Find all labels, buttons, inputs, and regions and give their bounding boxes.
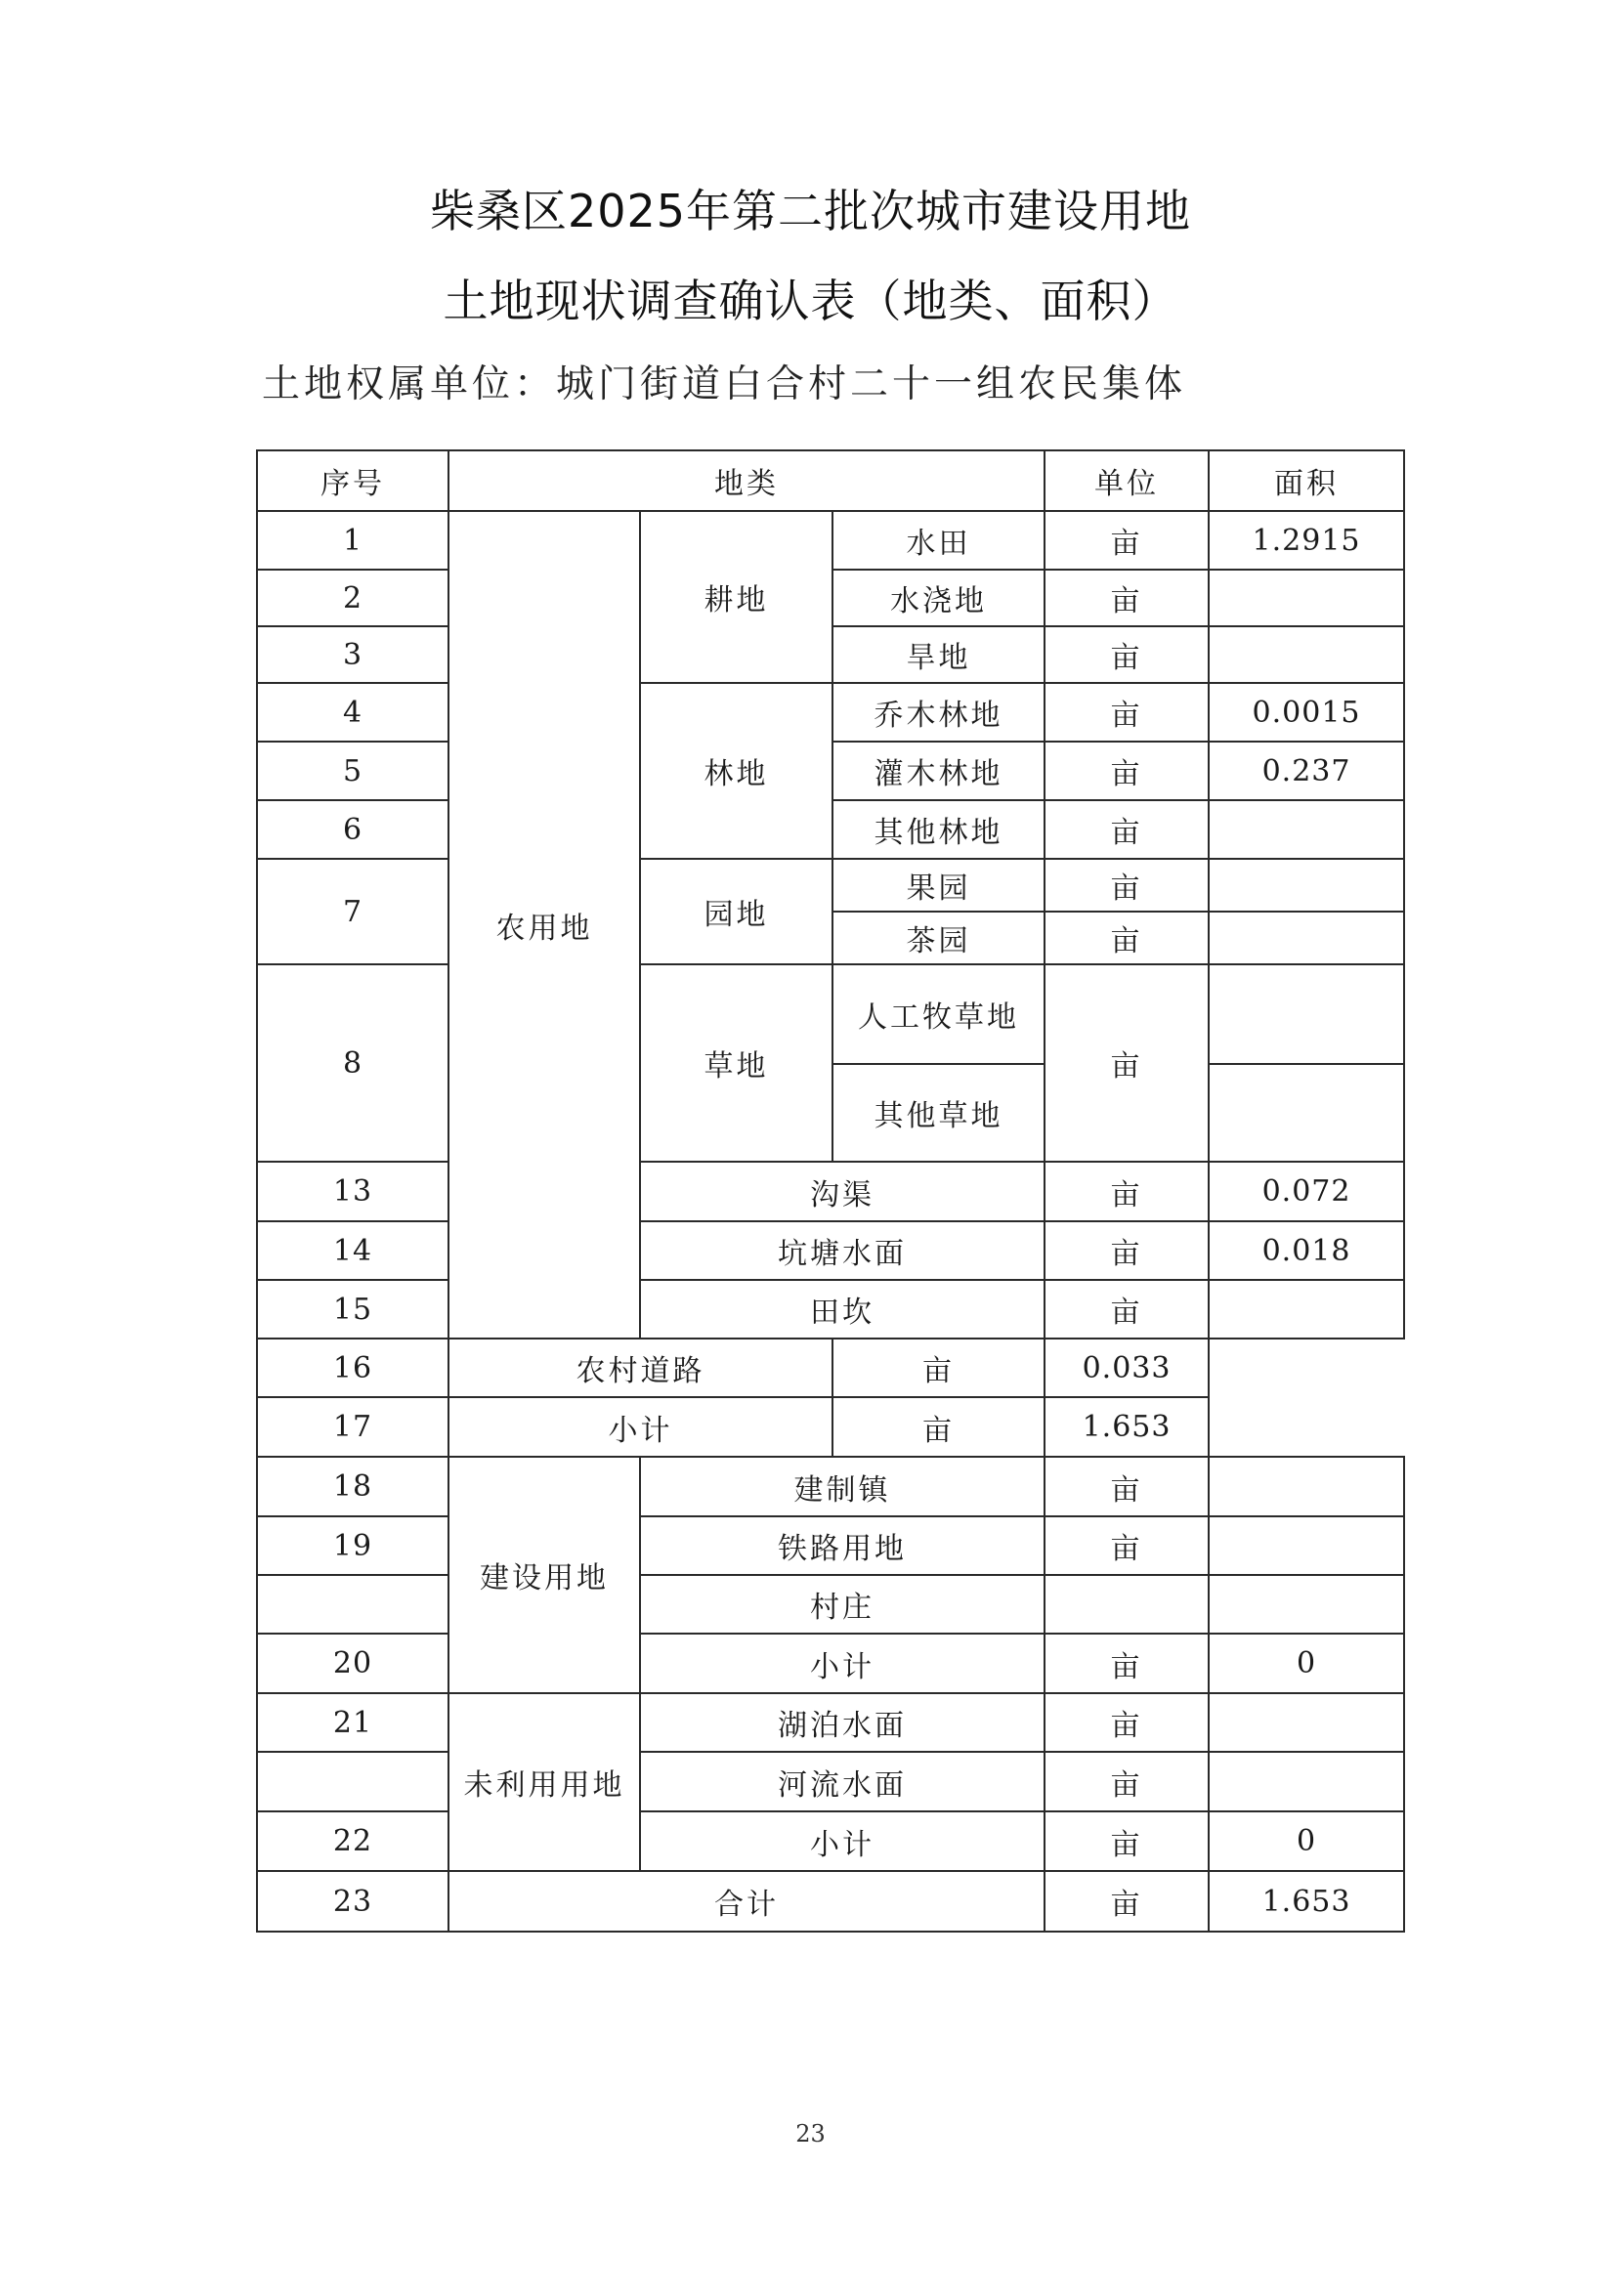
row-seq: 13: [257, 1162, 448, 1221]
row-unit: 亩: [1045, 859, 1209, 912]
group-grass: 草地: [640, 964, 832, 1162]
row-seq: 15: [257, 1280, 448, 1339]
row-unit: 亩: [1045, 1162, 1209, 1221]
row-area: 0: [1209, 1811, 1404, 1871]
table-row: [257, 1693, 1404, 1752]
table-row: [257, 1397, 1404, 1457]
row-type: 人工牧草地: [832, 964, 1045, 1064]
page-number: 23: [795, 2120, 826, 2147]
row-unit: 亩: [1045, 1516, 1209, 1575]
row-type: 建制镇: [640, 1457, 1045, 1516]
row-area: 0: [1209, 1634, 1404, 1693]
group-cultivated: 耕地: [640, 511, 832, 683]
table-row: [257, 683, 1404, 742]
table-total-row: [257, 1871, 1404, 1932]
row-seq: [257, 1752, 448, 1811]
row-type: 铁路用地: [640, 1516, 1045, 1575]
row-area: [1209, 859, 1404, 912]
row-area: 1.653: [1209, 1871, 1404, 1932]
row-seq: 18: [257, 1457, 448, 1516]
row-area: [1209, 1752, 1404, 1811]
row-unit: [1045, 1575, 1209, 1634]
row-seq: 7: [257, 859, 448, 964]
row-area: [1209, 1516, 1404, 1575]
header-type: 地类: [448, 450, 1045, 511]
row-type: 乔木林地: [832, 683, 1045, 742]
table-row: [257, 1162, 1404, 1221]
row-seq: 6: [257, 800, 448, 859]
row-area: 0.237: [1209, 742, 1404, 800]
row-area: 1.653: [1045, 1397, 1209, 1457]
row-unit: 亩: [1045, 570, 1209, 626]
row-unit: 亩: [1045, 1752, 1209, 1811]
row-seq: 5: [257, 742, 448, 800]
row-unit: 亩: [832, 1397, 1045, 1457]
row-unit: 亩: [1045, 1634, 1209, 1693]
row-unit: 亩: [1045, 800, 1209, 859]
row-seq: 2: [257, 570, 448, 626]
table-row: [257, 1811, 1404, 1871]
group-forest: 林地: [640, 683, 832, 859]
row-type: 湖泊水面: [640, 1693, 1045, 1752]
table-row: [257, 1339, 1404, 1397]
row-unit: 亩: [1045, 511, 1209, 570]
row-unit: 亩: [1045, 742, 1209, 800]
row-area: 0.072: [1209, 1162, 1404, 1221]
row-seq: 4: [257, 683, 448, 742]
row-type: 村庄: [640, 1575, 1045, 1634]
row-unit: 亩: [1045, 1811, 1209, 1871]
row-area: 0.033: [1045, 1339, 1209, 1397]
row-type: 其他林地: [832, 800, 1045, 859]
row-type: 小计: [640, 1634, 1045, 1693]
row-unit: 亩: [1045, 1221, 1209, 1280]
group-unused: 未利用用地: [448, 1693, 640, 1871]
group-construction: 建设用地: [448, 1457, 640, 1693]
row-seq: 1: [257, 511, 448, 570]
row-seq: 3: [257, 626, 448, 683]
table-row: [257, 964, 1404, 1064]
table-row: [257, 1457, 1404, 1516]
row-type: 旱地: [832, 626, 1045, 683]
row-type: 其他草地: [832, 1064, 1045, 1162]
row-type: 河流水面: [640, 1752, 1045, 1811]
row-unit: 亩: [1045, 683, 1209, 742]
row-area: 0.0015: [1209, 683, 1404, 742]
row-type: 小计: [640, 1811, 1045, 1871]
row-area: [1209, 1280, 1404, 1339]
group-agri: 农用地: [448, 511, 640, 1339]
row-type: 农村道路: [448, 1339, 832, 1397]
row-unit: 亩: [1045, 626, 1209, 683]
row-type: 茶园: [832, 912, 1045, 964]
row-type: 灌木林地: [832, 742, 1045, 800]
row-seq: [257, 1575, 448, 1634]
row-area: [1209, 1693, 1404, 1752]
row-unit: 亩: [1045, 964, 1209, 1162]
row-area: [1209, 1457, 1404, 1516]
row-seq: 23: [257, 1871, 448, 1932]
row-area: [1209, 964, 1404, 1064]
row-seq: 20: [257, 1634, 448, 1693]
table-row: [257, 1516, 1404, 1575]
row-area: [1209, 912, 1404, 964]
row-seq: 8: [257, 964, 448, 1162]
row-area: 1.2915: [1209, 511, 1404, 570]
row-unit: 亩: [1045, 912, 1209, 964]
table-row: [257, 1221, 1404, 1280]
group-garden: 园地: [640, 859, 832, 964]
row-area: [1209, 570, 1404, 626]
table-row: [257, 511, 1404, 570]
row-unit: 亩: [1045, 1871, 1209, 1932]
row-seq: 16: [257, 1339, 448, 1397]
table-row: [257, 1280, 1404, 1339]
header-unit: 单位: [1045, 450, 1209, 511]
row-area: [1209, 1064, 1404, 1162]
document-title-line2: 土地现状调查确认表（地类、面积）: [443, 275, 1178, 327]
table-row: [257, 1634, 1404, 1693]
row-area: [1209, 800, 1404, 859]
row-seq: 21: [257, 1693, 448, 1752]
row-type: 沟渠: [640, 1162, 1045, 1221]
row-type: 水田: [832, 511, 1045, 570]
row-unit: 亩: [1045, 1457, 1209, 1516]
row-type: 田坎: [640, 1280, 1045, 1339]
document-title-line1: 柴桑区2025年第二批次城市建设用地: [429, 185, 1192, 237]
table-row: [257, 1752, 1404, 1811]
row-unit: 亩: [832, 1339, 1045, 1397]
row-area: 0.018: [1209, 1221, 1404, 1280]
row-type: 水浇地: [832, 570, 1045, 626]
row-type: 小计: [448, 1397, 832, 1457]
land-owner-line: 土地权属单位：城门街道白合村二十一组农民集体: [262, 362, 1187, 406]
row-unit: 亩: [1045, 1693, 1209, 1752]
header-area: 面积: [1209, 450, 1404, 511]
row-seq: 17: [257, 1397, 448, 1457]
row-seq: 19: [257, 1516, 448, 1575]
row-area: [1209, 626, 1404, 683]
table-header-row: [257, 450, 1404, 511]
table-row: [257, 859, 1404, 912]
row-unit: 亩: [1045, 1280, 1209, 1339]
table-row: [257, 1575, 1404, 1634]
land-survey-table: [256, 449, 1405, 1933]
row-type: 坑塘水面: [640, 1221, 1045, 1280]
header-seq: 序号: [257, 450, 448, 511]
row-type: 合计: [448, 1871, 1045, 1932]
row-type: 果园: [832, 859, 1045, 912]
row-seq: 22: [257, 1811, 448, 1871]
row-seq: 14: [257, 1221, 448, 1280]
row-area: [1209, 1575, 1404, 1634]
